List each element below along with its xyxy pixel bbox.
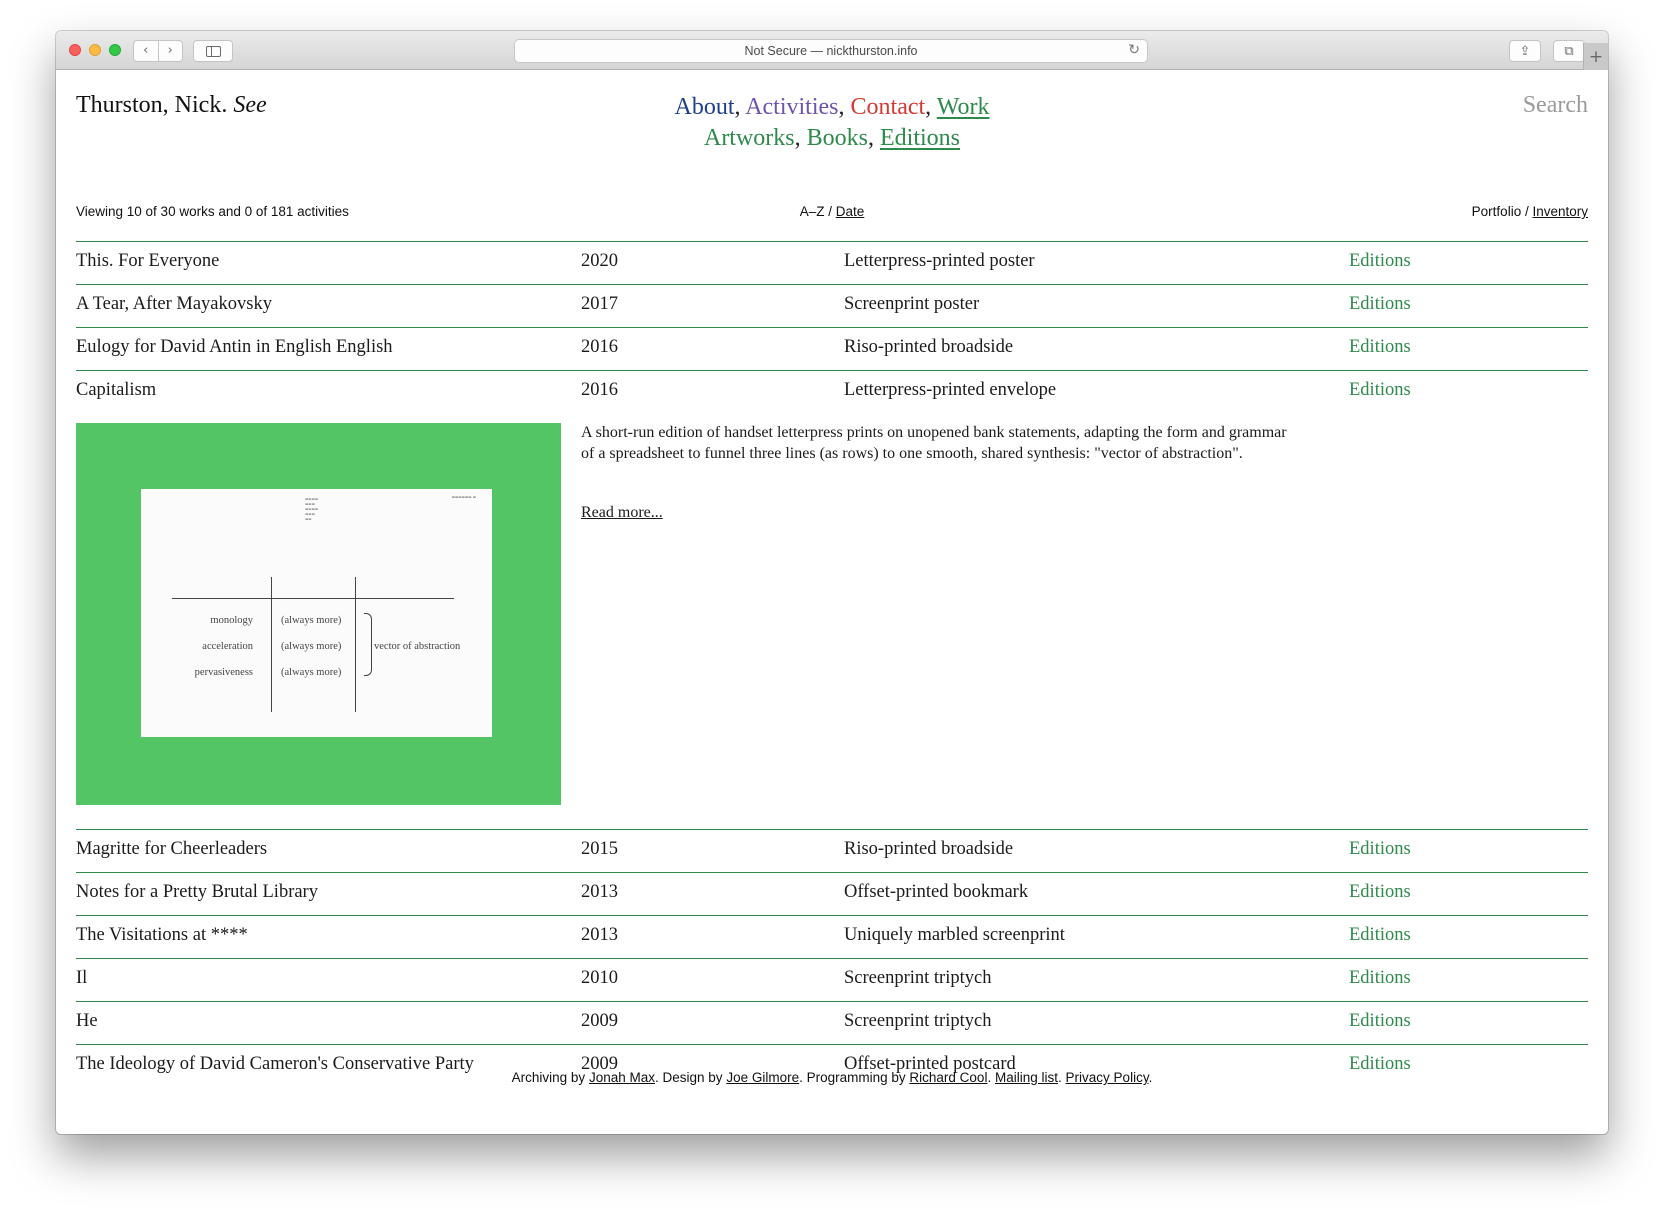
nav-separator: , <box>794 125 801 151</box>
table-row[interactable] <box>76 873 1588 916</box>
footer-privacy-link[interactable]: Privacy Policy <box>1065 1070 1149 1085</box>
work-title[interactable]: Eulogy for David Antin in English English <box>76 337 393 357</box>
work-category-link[interactable]: Editions <box>1349 251 1411 271</box>
envelope-word: acceleration <box>202 641 253 652</box>
table-row-expanded[interactable] <box>76 371 1588 830</box>
work-year: 2013 <box>581 882 618 902</box>
work-year: 2009 <box>581 1011 618 1031</box>
main-nav-row-2 <box>56 123 1608 154</box>
share-icon: ⇪ <box>1519 43 1531 59</box>
footer-archiving-link[interactable]: Jonah Max <box>588 1070 655 1085</box>
work-title[interactable]: This. For Everyone <box>76 251 220 271</box>
work-category-link[interactable]: Editions <box>1349 294 1411 314</box>
nav-work-link[interactable]: Work <box>936 94 990 120</box>
envelope-word: vector of abstraction <box>374 641 461 652</box>
footer-period: . <box>1058 1070 1062 1085</box>
spreadsheet-rule <box>172 598 454 599</box>
view-controls <box>1472 204 1588 219</box>
work-type: Screenprint triptych <box>844 968 992 988</box>
work-year: 2015 <box>581 839 618 859</box>
close-window-button[interactable] <box>69 44 81 56</box>
envelope-word: pervasiveness <box>194 667 253 678</box>
sidebar-icon <box>206 46 221 57</box>
work-title[interactable]: The Ideology of David Cameron's Conservative Party <box>76 1054 474 1074</box>
tabs-icon: ⧉ <box>1564 43 1574 59</box>
work-title[interactable]: The Visitations at **** <box>76 925 248 945</box>
work-image[interactable] <box>76 423 561 805</box>
table-row[interactable] <box>76 959 1588 1002</box>
search-link[interactable]: Search <box>1522 92 1588 118</box>
work-type: Riso-printed broadside <box>844 839 1014 859</box>
zoom-window-button[interactable] <box>109 44 121 56</box>
history-nav <box>133 40 183 62</box>
nav-separator: , <box>734 94 741 120</box>
work-type: Offset-printed bookmark <box>844 882 1029 902</box>
work-title[interactable]: Magritte for Cheerleaders <box>76 839 268 859</box>
envelope-word: monology <box>210 615 253 626</box>
work-title[interactable]: Capitalism <box>76 380 157 400</box>
site-title-see: See <box>233 92 267 118</box>
page-content <box>56 70 1608 1134</box>
envelope-word: (always more) <box>281 667 342 678</box>
browser-window <box>56 31 1608 1134</box>
spreadsheet-column-rule <box>271 577 272 712</box>
work-type: Offset-printed postcard <box>844 1054 1016 1074</box>
footer-mailing-list-link[interactable]: Mailing list <box>994 1070 1059 1085</box>
footer-design-label: . Design by <box>655 1070 723 1085</box>
work-title[interactable]: Il <box>76 968 88 988</box>
nav-separator: , <box>838 94 845 120</box>
footer-end: . <box>1148 1070 1153 1085</box>
sidebar-toggle-button[interactable] <box>193 40 233 62</box>
share-button[interactable] <box>1509 40 1541 62</box>
works-table <box>76 241 1588 1088</box>
minimize-window-button[interactable] <box>89 44 101 56</box>
work-year: 2020 <box>581 251 618 271</box>
work-year: 2013 <box>581 925 618 945</box>
sort-controls <box>76 204 1588 219</box>
envelope-print <box>141 489 492 737</box>
sort-az-label[interactable]: A–Z / <box>799 204 832 219</box>
work-type: Riso-printed broadside <box>844 337 1014 357</box>
nav-separator: , <box>868 125 874 151</box>
work-title[interactable]: A Tear, After Mayakovsky <box>76 294 272 314</box>
work-category-link[interactable]: Editions <box>1349 1054 1411 1074</box>
work-year: 2016 <box>581 380 618 400</box>
work-title[interactable]: Notes for a Pretty Brutal Library <box>76 882 318 902</box>
view-portfolio-label[interactable]: Portfolio / <box>1471 204 1529 219</box>
table-row[interactable] <box>76 830 1588 873</box>
footer-archiving-label: Archiving by <box>511 1070 586 1085</box>
reload-icon[interactable]: ↻ <box>1128 42 1140 58</box>
new-tab-button[interactable] <box>1583 43 1608 70</box>
address-text: Not Secure — nickthurston.info <box>744 44 918 58</box>
address-bar[interactable] <box>514 39 1148 63</box>
page-footer <box>56 1070 1608 1085</box>
site-title-name: Thurston, Nick. <box>76 92 228 118</box>
work-type: Screenprint poster <box>844 294 980 314</box>
work-type: Screenprint triptych <box>844 1011 992 1031</box>
nav-artworks-link[interactable]: Artworks <box>703 125 795 151</box>
work-year: 2016 <box>581 337 618 357</box>
envelope-address-block: ▬▬▬▬ ▬▬▬ ▬▬▬▬ ▬▬▬ ▬▬ <box>305 497 319 521</box>
work-title[interactable]: He <box>76 1011 98 1031</box>
work-type: Uniquely marbled screenprint <box>844 925 1065 945</box>
footer-period: . <box>987 1070 992 1085</box>
view-inventory-link[interactable]: Inventory <box>1532 204 1588 219</box>
footer-design-link[interactable]: Joe Gilmore <box>726 1070 800 1085</box>
forward-icon[interactable]: › <box>167 43 173 58</box>
table-row[interactable] <box>76 242 1588 285</box>
nav-books-link[interactable]: Books <box>806 125 868 151</box>
work-year: 2009 <box>581 1054 618 1074</box>
table-row[interactable] <box>76 285 1588 328</box>
work-category-link[interactable]: Editions <box>1349 337 1411 357</box>
work-category-link[interactable]: Editions <box>1349 839 1411 859</box>
footer-programming-label: . Programming by <box>799 1070 906 1085</box>
nav-about-link[interactable]: About <box>674 94 735 120</box>
nav-editions-link[interactable]: Editions <box>880 125 961 151</box>
work-type: Letterpress-printed envelope <box>844 380 1057 400</box>
filter-bar <box>76 204 1588 222</box>
work-category-link[interactable]: Editions <box>1349 925 1411 945</box>
envelope-word: (always more) <box>281 615 342 626</box>
nav-contact-link[interactable]: Contact <box>850 94 926 120</box>
plus-icon: + <box>1588 46 1604 67</box>
table-row[interactable] <box>76 328 1588 371</box>
table-row[interactable] <box>76 916 1588 959</box>
work-year: 2017 <box>581 294 618 314</box>
results-summary: Viewing 10 of 30 works and 0 of 181 activities <box>76 204 349 219</box>
sort-date-link[interactable]: Date <box>835 204 865 219</box>
nav-separator: , <box>925 94 932 120</box>
envelope-word: (always more) <box>281 641 342 652</box>
spreadsheet-column-rule <box>355 577 356 712</box>
envelope-brace <box>364 613 372 676</box>
work-category-link[interactable]: Editions <box>1349 380 1411 400</box>
table-row[interactable] <box>76 1002 1588 1045</box>
envelope-logo: ▬▬▬▬▬▬ ▬ <box>451 495 476 499</box>
main-nav-row-1 <box>56 92 1608 123</box>
work-category-link[interactable]: Editions <box>1349 968 1411 988</box>
main-nav <box>56 92 1608 154</box>
work-category-link[interactable]: Editions <box>1349 882 1411 902</box>
nav-activities-link[interactable]: Activities <box>745 94 839 120</box>
read-more-link[interactable]: Read more... <box>581 504 663 521</box>
work-year: 2010 <box>581 968 618 988</box>
back-icon[interactable]: ‹ <box>134 41 159 61</box>
footer-programming-link[interactable]: Richard Cool <box>909 1070 988 1085</box>
work-category-link[interactable]: Editions <box>1349 1011 1411 1031</box>
browser-toolbar <box>56 31 1608 70</box>
work-type: Letterpress-printed poster <box>844 251 1035 271</box>
show-tabs-button[interactable] <box>1553 40 1585 62</box>
work-description: A short-run edition of handset letterpress prints on unopened bank statements, adapting the form and grammar of a spreadsheet to funnel three lines (as rows) to one smooth, shared synthesis: "vector of abstraction". <box>581 424 1287 462</box>
